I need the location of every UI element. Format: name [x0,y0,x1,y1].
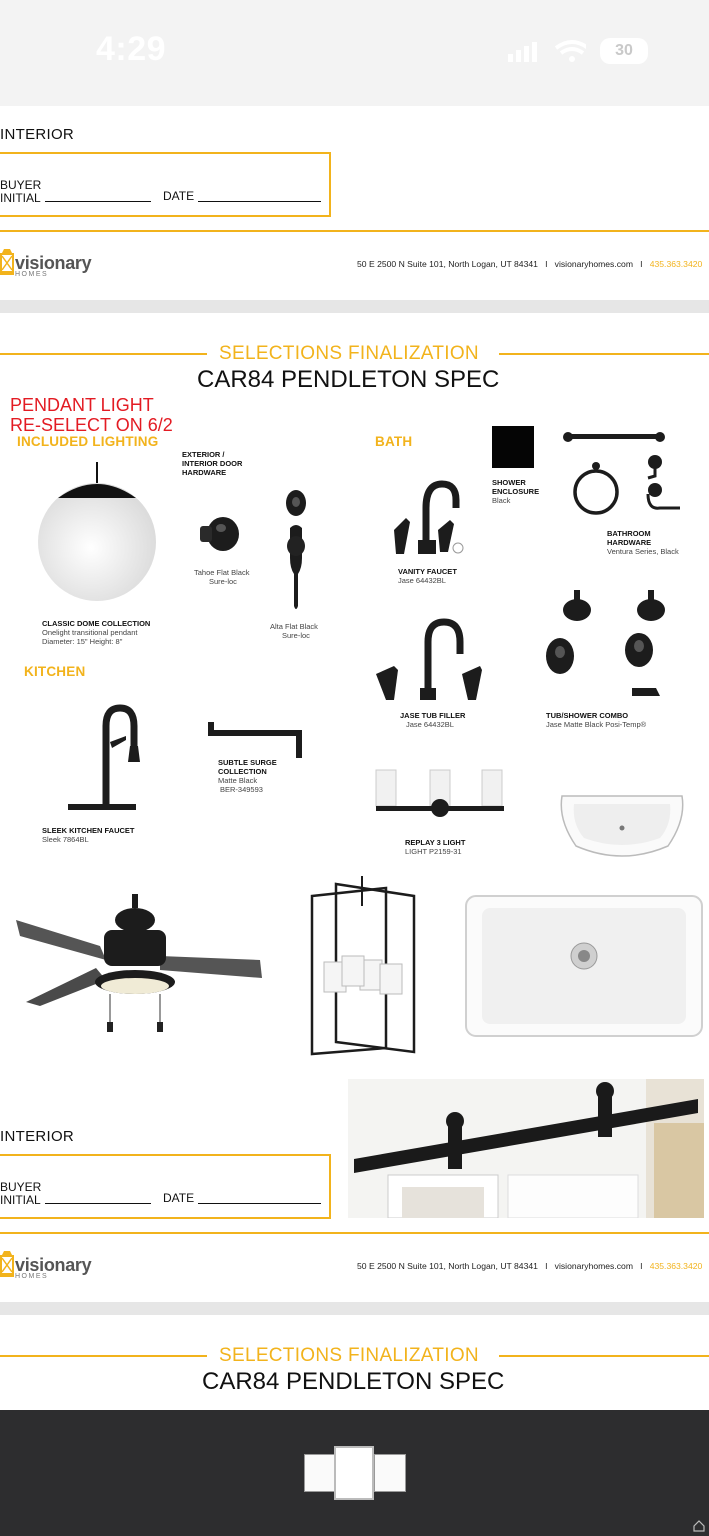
logo-wordmark-2: visionary [15,1255,92,1275]
logo-wordmark: visionary [15,253,92,273]
title-rule-left [0,353,207,355]
dome-caption-title: CLASSIC DOME COLLECTION [42,619,151,628]
battery-indicator: 30 [600,38,648,64]
bath-hardware-caption-2: HARDWARE [607,538,652,547]
title-rule-right-3 [499,1355,709,1357]
surge-caption-4: BER-349593 [220,785,263,794]
alta-caption-1: Alta Flat Black [270,622,318,631]
logo-subtext: HOMES [15,271,49,278]
buyer-initial-line[interactable] [45,201,151,202]
selections-title: SELECTIONS FINALIZATION [219,343,479,364]
date-label-2: DATE [163,1191,195,1205]
page-thumbnail-current[interactable] [334,1446,374,1500]
home-icon[interactable] [693,1520,705,1532]
door-hardware-line3: HARDWARE [182,468,227,477]
dome-pendant-image [36,462,158,604]
tub-filler-caption-1: JASE TUB FILLER [400,711,466,720]
kitchen-faucet-caption-1: SLEEK KITCHEN FAUCET [42,826,135,835]
cabinet-pull-image [204,716,304,760]
surge-caption-2: COLLECTION [218,767,267,776]
shower-caption-3: Black [492,496,511,505]
combo-caption-1: TUB/SHOWER COMBO [546,711,629,720]
tub-filler-image [372,614,486,704]
selections-title-3: SELECTIONS FINALIZATION [219,1345,479,1366]
kitchen-sink-image [464,894,704,1038]
status-time: 4:29 [96,30,167,68]
tahoe-caption-1: Tahoe Flat Black [194,568,250,577]
title-rule-left-3 [0,1355,207,1357]
footer-address-line: 50 E 2500 N Suite 101, North Logan, UT 84341 I visionaryhomes.com I 435.363.3420 [357,259,703,269]
initial-label-2: INITIAL [0,1193,41,1207]
shower-caption-1: SHOWER [492,478,526,487]
bath-heading: BATH [375,434,413,449]
footer-divider-2 [0,1232,709,1234]
date-label: DATE [163,189,195,203]
bathroom-hardware-image [560,428,686,522]
buyer-label: BUYER [0,178,42,192]
undermount-sink-image [556,790,688,860]
date-line-2[interactable] [198,1203,321,1204]
kitchen-heading: KITCHEN [24,664,86,679]
knob-image [196,512,242,554]
vanity-faucet-image [390,478,466,558]
vanity-faucet-caption-2: Jase 64432BL [398,576,446,585]
kitchen-faucet-caption-2: Sleek 7864BL [42,835,89,844]
tub-filler-caption-2: Jase 64432BL [406,720,454,729]
dome-caption-size: Diameter: 15" Height: 8" [42,637,123,646]
replay-caption-1: REPLAY 3 LIGHT [405,838,466,847]
spec-title: CAR84 PENDLETON SPEC [197,366,500,393]
ceiling-fan-image [10,890,266,1036]
title-rule-right [499,353,709,355]
shower-caption-2: ENCLOSURE [492,487,540,496]
surge-caption-3: Matte Black [218,776,258,785]
combo-caption-2: Jase Matte Black Posi-Temp® [546,720,647,729]
bath-hardware-caption-1: BATHROOM [607,529,651,538]
lantern-logo-icon [0,247,14,277]
date-line[interactable] [198,201,321,202]
shower-enclosure-swatch [492,426,534,468]
chandelier-image [306,876,420,1060]
buyer-initial-box [0,152,331,217]
signal-wifi-icon [506,38,586,64]
pendant-note-line2: RE-SELECT ON 6/2 [10,415,173,435]
vanity-light-image [374,766,506,818]
bath-hardware-caption-3: Ventura Series, Black [607,547,679,556]
page-thumbnail-prev[interactable] [304,1454,336,1492]
kitchen-faucet-image [64,702,144,814]
pendant-note-line1: PENDANT LIGHT [10,395,154,415]
page-thumbnail-next[interactable] [374,1454,406,1492]
buyer-label-2: BUYER [0,1180,42,1194]
handleset-image [280,488,312,616]
vanity-faucet-caption-1: VANITY FAUCET [398,567,457,576]
lantern-logo-icon-2 [0,1249,14,1279]
footer-address-line-2: 50 E 2500 N Suite 101, North Logan, UT 84341 I visionaryhomes.com I 435.363.3420 [357,1261,703,1271]
spec-title-3: CAR84 PENDLETON SPEC [202,1368,505,1395]
surge-caption-1: SUBTLE SURGE [218,758,277,767]
buyer-initial-box-2 [0,1154,331,1219]
door-hardware-line2: INTERIOR DOOR [182,459,243,468]
alta-caption-2: Sure-loc [282,631,310,640]
tub-shower-combo-image [544,590,672,704]
door-hardware-line1: EXTERIOR / [182,450,225,459]
logo-subtext-2: HOMES [15,1273,49,1280]
barn-door-image [348,1079,704,1218]
section-label-interior-2: INTERIOR [0,1128,75,1145]
dome-caption-desc: Onelight transitional pendant [42,628,138,637]
buyer-initial-line-2[interactable] [45,1203,151,1204]
tahoe-caption-2: Sure-loc [209,577,237,586]
section-label-interior: INTERIOR [0,126,75,143]
initial-label: INITIAL [0,191,41,205]
footer-divider [0,230,709,232]
replay-caption-2: LIGHT P2159-31 [405,847,462,856]
included-lighting-heading: INCLUDED LIGHTING [17,434,159,449]
